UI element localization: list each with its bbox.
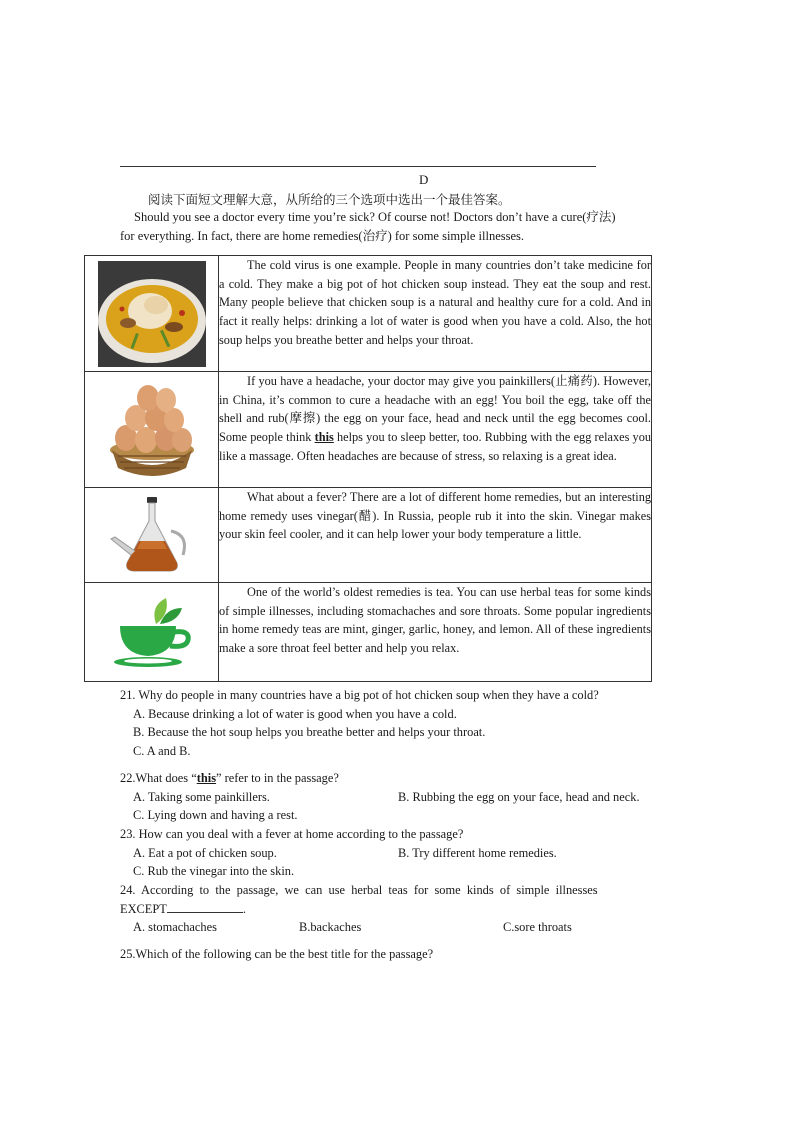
tea-cup-icon — [110, 594, 194, 670]
remedies-table — [84, 255, 652, 682]
remedy-image-cell — [85, 488, 219, 583]
top-rule — [120, 166, 596, 167]
option-c: C. Rub the vinegar into the skin. — [133, 864, 295, 879]
option-c: C. Lying down and having a rest. — [133, 808, 298, 823]
instruction-text: 阅读下面短文理解大意，从所给的三个选项中选出一个最佳答案。 — [148, 192, 511, 207]
question-22 — [120, 769, 674, 825]
chicken-soup-image — [98, 261, 206, 367]
remedy-paragraph-vinegar: What about a fever? There are a lot of different home remedies, but an interesting home remedy uses vinegar(醋). In Russia, people rub it into the skin. Vinegar makes your skin feel cooler, and it can help lower your body temperature a little. — [219, 490, 651, 542]
remedy-text-cell — [219, 372, 652, 488]
remedy-paragraph-tea: One of the world’s oldest remedies is tea. You can use herbal teas for some kinds of simple illnesses, including stomachaches and sore throats. Some popular ingredients in home remedy teas are mint, ginger, garlic, honey, and lemon. All of these ingredients make a sore throat feel better and help you relax. — [219, 585, 651, 656]
stem-prefix: 22.What does “ — [120, 770, 197, 785]
options-row — [120, 844, 674, 863]
questions-section — [120, 686, 674, 964]
option-b: B. Rubbing the egg on your face, head and neck. — [398, 789, 640, 804]
question-25 — [120, 945, 674, 964]
remedy-text-cell — [219, 583, 652, 682]
option-c: C.sore throats — [503, 920, 572, 935]
question-stem-line-2 — [120, 900, 674, 919]
question-stem: 25.Which of the following can be the best title for the passage? — [120, 947, 434, 962]
intro-paragraph — [120, 208, 676, 246]
egg-text-part-1: If you have a headache, your doctor may give you painkillers(止痛药). However, in China, it’s common to cure a headache with an egg! You boil the egg, take off the shell and rub(摩擦) the egg on your face, head and neck until the egg becomes cool. Some people think — [219, 374, 651, 445]
stem-highlight-this: this — [196, 770, 217, 785]
question-21 — [120, 686, 674, 761]
remedy-image-cell — [85, 583, 219, 682]
remedy-text-cell — [219, 488, 652, 583]
question-stem: 21. Why do people in many countries have a big pot of hot chicken soup when they have a cold? — [120, 688, 599, 702]
vinegar-bottle-image — [107, 495, 197, 575]
intro-line-2: for everything. In fact, there are home remedies(治疗) for some simple illnesses. — [120, 229, 525, 243]
question-stem-line-1: 24. According to the passage, we can use herbal teas for some kinds of simple illnesses — [120, 883, 598, 898]
option-b: B. Because the hot soup helps you breathe better and helps your throat. — [133, 725, 486, 740]
remedy-row-tea — [85, 583, 652, 682]
option-b: B.backaches — [299, 920, 362, 935]
answer-blank[interactable] — [167, 900, 243, 913]
egg-basket-image — [104, 380, 200, 480]
remedy-paragraph-egg — [219, 372, 651, 466]
question-24 — [120, 881, 674, 937]
intro-line-1: Should you see a doctor every time you’re sick? Of course not! Doctors don’t have a cure(疗法) — [134, 210, 616, 224]
option-a: A. Taking some painkillers. — [133, 789, 270, 804]
options-row — [120, 918, 674, 937]
option-a: A. Eat a pot of chicken soup. — [133, 845, 277, 860]
option-a: A. stomachaches — [133, 920, 217, 935]
remedy-row-vinegar — [85, 488, 652, 583]
question-stem — [120, 769, 674, 788]
option-a: A. Because drinking a lot of water is good when you have a cold. — [133, 706, 457, 721]
options-row — [120, 788, 674, 807]
remedy-row-egg — [85, 372, 652, 488]
remedy-text-cell — [219, 256, 652, 372]
egg-text-part-2: helps you to sleep better, too. Rubbing with the egg relaxes you like a massage. Often headaches are because of stress, so relaxing is a great idea. — [219, 430, 651, 463]
highlight-this: this — [314, 430, 334, 445]
remedy-image-cell — [85, 256, 219, 372]
remedy-image-cell — [85, 372, 219, 488]
stem-except: EXCEPT — [120, 901, 167, 916]
question-23 — [120, 825, 674, 881]
option-b: B. Try different home remedies. — [398, 845, 557, 860]
stem-suffix: ” refer to in the passage? — [216, 770, 339, 785]
stem-end: . — [242, 901, 246, 916]
remedy-paragraph-soup: The cold virus is one example. People in many countries don’t take medicine for a cold. They make a big pot of hot chicken soup instead. They eat the soup and rest. Many people believe that chicken soup is a natural and healthy cure for a cold. And in fact it really helps: drinking a lot of water is good when you have a cold. Also, the hot soup helps you breathe better and helps your throat. — [219, 258, 651, 347]
section-letter: D — [419, 172, 429, 187]
remedy-row-chicken-soup — [85, 256, 652, 372]
option-c: C. A and B. — [133, 744, 191, 759]
question-stem: 23. How can you deal with a fever at home according to the passage? — [120, 826, 464, 841]
